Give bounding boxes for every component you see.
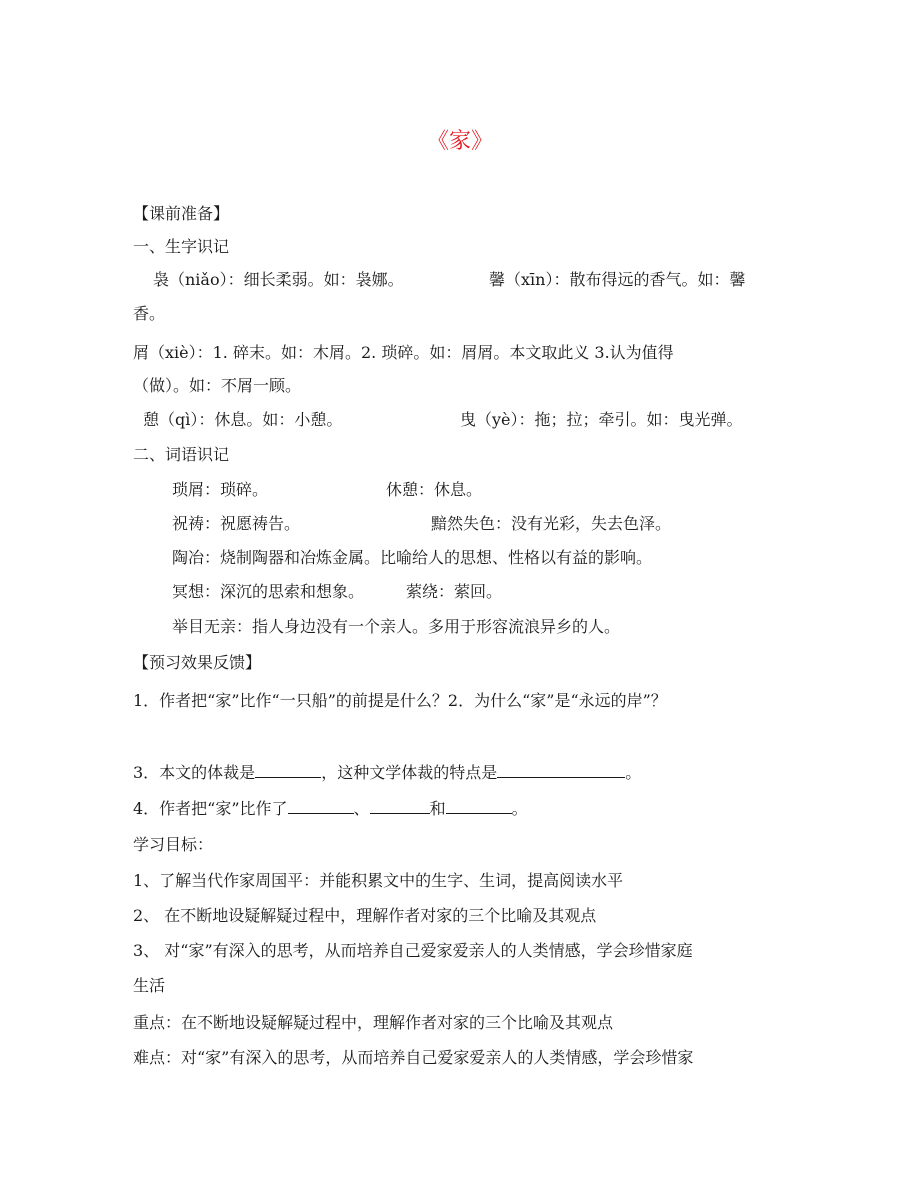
question-3-mid: ，这种文学体裁的特点是 xyxy=(321,763,498,782)
section1-heading: 一、生字识记 xyxy=(133,237,230,256)
word-entry-taoye: 陶冶：烧制陶器和冶炼金属。比喻给人的思想、性格以有益的影响。 xyxy=(172,548,653,567)
question-1-2: 1．作者把“家”比作“一只船”的前提是什么？2．为什么“家”是“永远的岸”？ xyxy=(133,691,667,710)
question-3-prefix: 3．本文的体裁是 xyxy=(133,763,256,782)
word-entry-anran: 黯然失色：没有光彩，失去色泽。 xyxy=(431,514,672,533)
goal-item-3: 3、 对“家”有深入的思考，从而培养自己爱家爱亲人的人类情感，学会珍惜家庭 xyxy=(133,941,693,960)
section2-heading: 二、词语识记 xyxy=(133,445,230,464)
feedback-header: 【预习效果反馈】 xyxy=(133,653,262,672)
char-entry-xin-cont: 香。 xyxy=(133,304,166,323)
question-4-end: 。 xyxy=(511,799,528,818)
answer-blank-genre[interactable] xyxy=(255,761,321,778)
preclass-header: 【课前准备】 xyxy=(133,204,230,223)
answer-blank-features[interactable] xyxy=(497,761,625,778)
answer-blank-metaphor-2[interactable] xyxy=(370,797,430,814)
goals-heading: 学习目标： xyxy=(133,835,214,854)
goal-item-1: 1、了解当代作家周国平：并能积累文中的生字、生词，提高阅读水平 xyxy=(133,871,624,890)
char-entry-xie: 屑（xiè）：1. 碎末。如：木屑。2. 琐碎。如：屑屑。本文取此义 3.认为值得 xyxy=(133,343,674,362)
answer-blank-metaphor-3[interactable] xyxy=(446,797,512,814)
question-4-and: 和 xyxy=(429,799,446,818)
key-point: 重点：在不断地设疑解疑过程中，理解作者对家的三个比喻及其观点 xyxy=(133,1013,614,1032)
difficult-point: 难点：对“家”有深入的思考，从而培养自己爱家爱亲人的人类情感，学会珍惜家 xyxy=(133,1048,694,1067)
word-entry-suoxie: 琐屑：琐碎。 xyxy=(172,480,269,499)
question-4 xyxy=(133,797,528,820)
question-4-prefix: 4．作者把“家”比作了 xyxy=(133,799,288,818)
question-3 xyxy=(133,761,641,784)
word-entry-jumu: 举目无亲：指人身边没有一个亲人。多用于形容流浪异乡的人。 xyxy=(172,617,621,636)
word-entry-yingrao: 萦绕：萦回。 xyxy=(406,582,503,601)
word-entry-mingxiang: 冥想：深沉的思索和想象。 xyxy=(172,582,365,601)
char-entry-ye: 曳（yè）：拖；拉；牵引。如：曳光弹。 xyxy=(460,410,743,429)
char-entry-xin: 馨（xīn）：散布得远的香气。如：馨 xyxy=(489,270,746,289)
question-3-end: 。 xyxy=(625,763,642,782)
question-4-sep: 、 xyxy=(353,799,370,818)
char-entry-qi: 憩（qì）：休息。如：小憩。 xyxy=(143,410,343,429)
document-title: 《家》 xyxy=(426,129,493,154)
char-entry-niao: 袅（niǎo）：细长柔弱。如：袅娜。 xyxy=(153,270,404,289)
answer-blank-metaphor-1[interactable] xyxy=(288,797,354,814)
word-entry-xiuqi: 休憩：休息。 xyxy=(386,480,483,499)
goal-item-3-cont: 生活 xyxy=(133,976,166,995)
word-entry-zhudao: 祝祷：祝愿祷告。 xyxy=(172,514,301,533)
char-entry-xie-cont: （做）。如：不屑一顾。 xyxy=(133,376,302,395)
goal-item-2: 2、 在不断地设疑解疑过程中，理解作者对家的三个比喻及其观点 xyxy=(133,906,597,925)
